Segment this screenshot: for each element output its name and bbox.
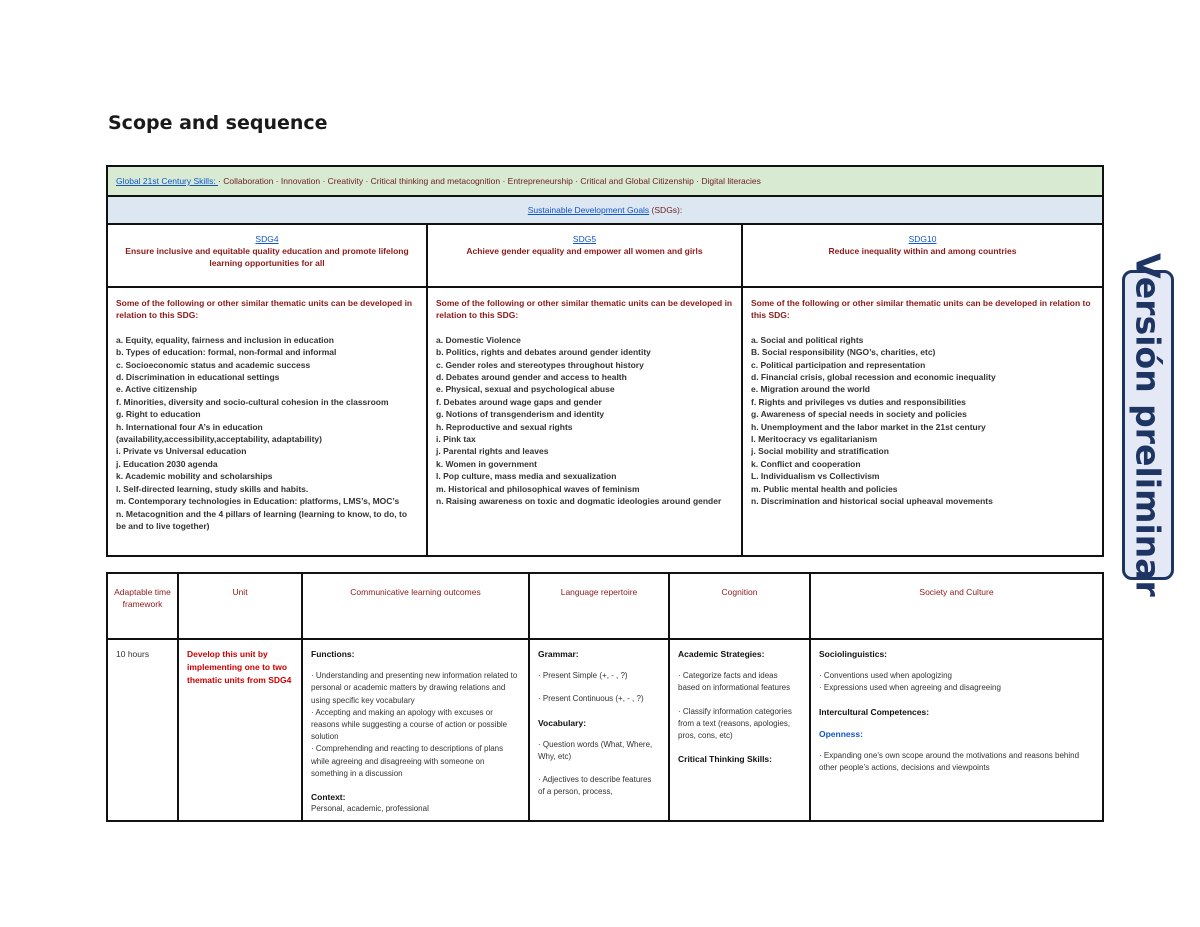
sdg10-theme-list <box>751 334 1094 508</box>
spacer <box>538 706 660 717</box>
vocabulary-item: · Question words (What, Where, Why, etc) <box>538 739 653 762</box>
header-society: Society and Culture <box>810 573 1103 639</box>
header-cognition: Cognition <box>669 573 810 639</box>
theme-item: h. Unemployment and the labor market in the 21st century <box>751 421 986 432</box>
page-title: Scope and sequence <box>108 112 328 134</box>
critical-thinking-label: Critical Thinking Skills: <box>678 754 772 765</box>
functions-label: Functions: <box>311 649 355 659</box>
sdg-table <box>106 165 1104 557</box>
theme-item: f. Rights and privileges vs duties and responsibilities <box>751 396 966 407</box>
theme-item: a. Domestic Violence <box>436 334 521 345</box>
header-unit: Unit <box>178 573 302 639</box>
theme-item: h. International four A’s in education (availability,accessibility,acceptability, adaptability) <box>116 421 322 445</box>
theme-item: c. Socioeconomic status and academic success <box>116 359 311 370</box>
unit-body-row <box>107 639 1103 821</box>
sdg5-theme-list <box>436 334 733 508</box>
openness-label: Openness: <box>819 728 863 739</box>
skills-cell <box>107 166 1103 196</box>
theme-item: e. Physical, sexual and psychological abuse <box>436 384 615 395</box>
theme-item: e. Active citizenship <box>116 384 197 395</box>
time-value: 10 hours <box>116 649 150 659</box>
openness-item: · Expanding one’s own scope around the motivations and reasons behind other people’s actions, decisions and viewpoints <box>819 751 1080 773</box>
academic-strategy-item: · Classify information categories from a text (reasons, apologies, pros, cons, etc) <box>678 706 792 741</box>
skills-row <box>107 166 1103 196</box>
grammar-item: · Present Continuous (+, - , ?) <box>538 694 644 704</box>
themes-row <box>107 287 1103 556</box>
functions-list <box>311 670 520 780</box>
header-language: Language repertoire <box>529 573 669 639</box>
theme-item: m. Public mental health and policies <box>751 483 898 494</box>
spacer <box>538 682 660 693</box>
spacer <box>678 742 801 753</box>
intercultural-label: Intercultural Competences: <box>819 706 930 717</box>
sdg4-header <box>107 224 427 287</box>
function-item: · Comprehending and reacting to descriptions of plans while agreeing and disagreeing with someone on something in a discussion <box>311 744 504 778</box>
theme-item: n. Raising awareness on toxic and dogmatic ideologies around gender <box>436 496 722 507</box>
sdg10-intro: Some of the following or other similar thematic units can be developed in relation to this SDG: <box>751 298 1091 321</box>
theme-item: i. Private vs Universal education <box>116 446 247 457</box>
theme-item: h. Reproductive and sexual rights <box>436 421 573 432</box>
theme-item: d. Financial crisis, global recession and economic inequality <box>751 372 996 383</box>
sdg-title-row <box>107 196 1103 224</box>
theme-item: g. Notions of transgenderism and identity <box>436 409 605 420</box>
context-label: Context: <box>311 792 346 803</box>
unit-header-row <box>107 573 1103 639</box>
theme-item: d. Debates around gender and access to health <box>436 372 627 383</box>
sociolinguistics-item: · Expressions used when agreeing and disagreeing <box>819 683 1001 693</box>
function-item: · Understanding and presenting new information related to personal or academic matters by drawing relations and using specific key vocabulary <box>311 671 518 705</box>
theme-item: i. Pink tax <box>436 434 476 445</box>
sdg4-themes <box>107 287 427 556</box>
theme-item: k. Academic mobility and scholarships <box>116 471 273 482</box>
preliminary-version-watermark <box>1122 253 1174 597</box>
language-cell <box>529 639 669 821</box>
header-outcomes: Communicative learning outcomes <box>302 573 529 639</box>
watermark-text: Versión preliminar <box>1128 253 1168 597</box>
theme-item: n. Discrimination and historical social upheaval movements <box>751 496 993 507</box>
sociolinguistics-label: Sociolinguistics: <box>819 649 888 659</box>
sdg10-header <box>742 224 1103 287</box>
grammar-item: · Present Simple (+, - , ?) <box>538 671 628 681</box>
theme-item: j. Parental rights and leaves <box>436 446 549 457</box>
theme-item: j. Social mobility and stratification <box>751 446 889 457</box>
theme-item: k. Conflict and cooperation <box>751 458 861 469</box>
theme-item: g. Awareness of special needs in society and policies <box>751 409 967 420</box>
academic-strategies-label: Academic Strategies: <box>678 649 765 659</box>
sdg5-intro: Some of the following or other similar thematic units can be developed in relation to this SDG: <box>436 298 733 321</box>
theme-item: m. Contemporary technologies in Education: platforms, LMS’s, MOC’s <box>116 496 400 507</box>
sdg5-desc: Achieve gender equality and empower all women and girls <box>466 246 703 256</box>
vocabulary-label: Vocabulary: <box>538 717 587 728</box>
sdg10-themes <box>742 287 1103 556</box>
spacer <box>538 763 660 774</box>
sdg4-desc: Ensure inclusive and equitable quality education and promote lifelong learning opportunities for all <box>125 246 409 268</box>
unit-description: Develop this unit by implementing one to two thematic units from SDG4 <box>187 649 292 686</box>
function-item: · Accepting and making an apology with excuses or reasons while suggesting a course of action or possible solution <box>311 707 508 742</box>
theme-item: l. Self-directed learning, study skills and habits. <box>116 483 309 494</box>
sdgs-suffix: (SDGs): <box>649 205 683 215</box>
theme-item: j. Education 2030 agenda <box>116 458 218 469</box>
spacer <box>678 695 801 706</box>
vocabulary-item: · Adjectives to describe features of a person, process, <box>538 775 652 797</box>
theme-item: b. Politics, rights and debates around gender identity <box>436 347 651 358</box>
sdg5-header <box>427 224 742 287</box>
unit-cell <box>178 639 302 821</box>
sociolinguistics-item: · Conventions used when apologizing <box>819 671 952 681</box>
header-time: Adaptable time framework <box>107 573 178 639</box>
theme-item: c. Gender roles and stereotypes throughout history <box>436 359 644 370</box>
theme-item: k. Women in government <box>436 458 537 469</box>
theme-item: f. Debates around wage gaps and gender <box>436 396 602 407</box>
unit-table <box>106 572 1104 822</box>
sdg10-desc: Reduce inequality within and among countries <box>828 246 1017 256</box>
theme-item: a. Equity, equality, fairness and inclusion in education <box>116 334 334 345</box>
theme-item: l. Pop culture, mass media and sexualization <box>436 471 617 482</box>
academic-strategy-item: · Categorize facts and ideas based on informational features <box>678 671 791 693</box>
sdg-title-cell <box>107 196 1103 224</box>
sdg4-intro: Some of the following or other similar thematic units can be developed in relation to this SDG: <box>116 298 413 321</box>
spacer <box>311 780 520 791</box>
theme-item: b. Types of education: formal, non-formal and informal <box>116 347 337 358</box>
cognition-cell <box>669 639 810 821</box>
theme-item: B. Social responsibility (NGO’s, charities, etc) <box>751 347 936 358</box>
theme-item: L. Individualism vs Collectivism <box>751 471 880 482</box>
skills-link[interactable]: Global 21st Century Skills: <box>116 176 219 186</box>
sdg-header-row <box>107 224 1103 287</box>
spacer <box>819 695 1094 706</box>
sdg5-link[interactable]: SDG5 <box>572 234 597 244</box>
theme-item: e. Migration around the world <box>751 384 870 395</box>
sdg4-theme-list <box>116 334 418 533</box>
theme-item: n. Metacognition and the 4 pillars of learning (learning to know, to do, to be and to live together) <box>116 508 408 531</box>
sdg5-themes <box>427 287 742 556</box>
theme-item: I. Meritocracy vs egalitarianism <box>751 434 878 445</box>
theme-item: g. Right to education <box>116 409 201 420</box>
sdg10-link[interactable]: SDG10 <box>908 234 937 244</box>
theme-item: m. Historical and philosophical waves of feminism <box>436 483 640 494</box>
theme-item: d. Discrimination in educational settings <box>116 372 280 383</box>
theme-item: c. Political participation and representation <box>751 359 926 370</box>
context-value: Personal, academic, professional <box>311 804 429 814</box>
skills-text: · Collaboration · Innovation · Creativity · Critical thinking and metacognition · Entrepreneurship · Critical and Global Citizenship · Digital literacies <box>218 176 761 186</box>
grammar-label: Grammar: <box>538 649 579 659</box>
theme-item: f. Minorities, diversity and socio-cultural cohesion in the classroom <box>116 396 389 407</box>
theme-item: a. Social and political rights <box>751 334 864 345</box>
society-cell <box>810 639 1103 821</box>
outcomes-cell <box>302 639 529 821</box>
time-cell <box>107 639 178 821</box>
sdg4-link[interactable]: SDG4 <box>255 234 279 244</box>
sdgs-link[interactable]: Sustainable Development Goals <box>527 205 650 215</box>
